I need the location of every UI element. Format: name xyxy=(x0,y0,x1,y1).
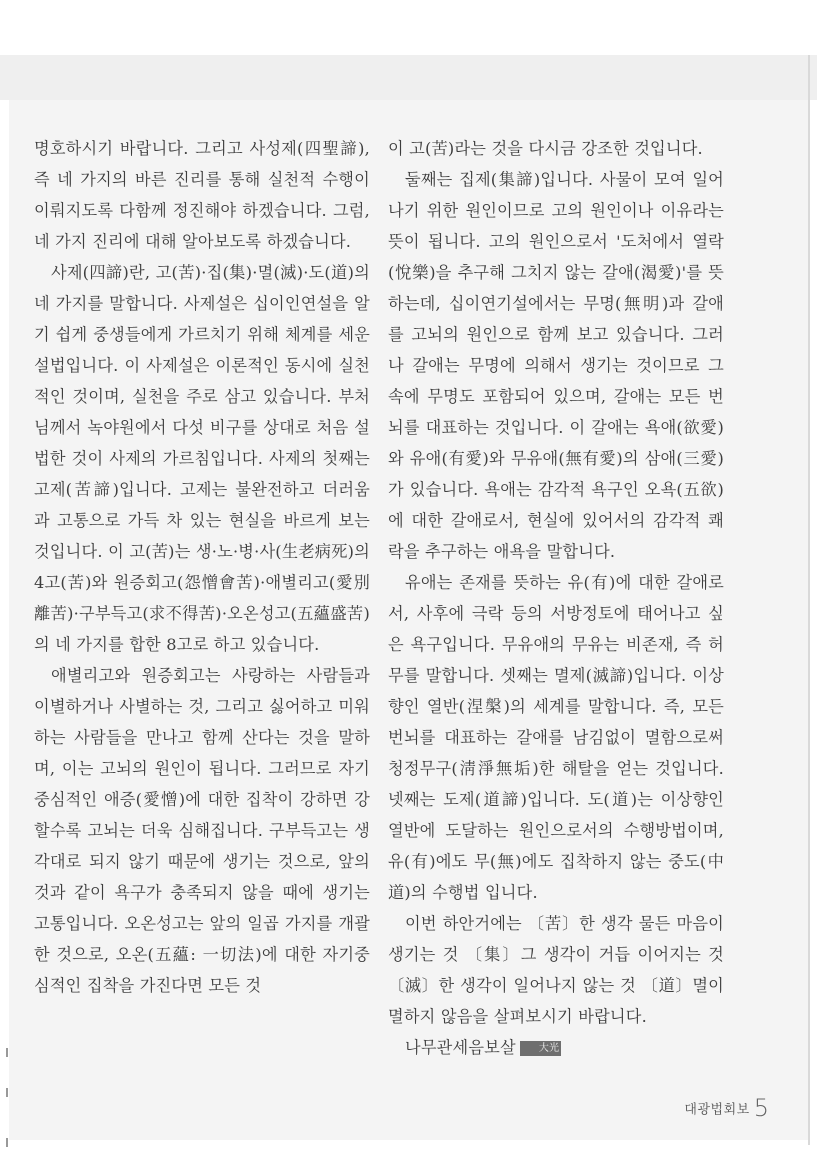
page-edge xyxy=(808,55,810,1145)
right-column xyxy=(388,133,724,1063)
page-number: 5 xyxy=(753,1094,769,1122)
paragraph-4: 이 고(苦)라는 것을 다시금 강조한 것입니다. xyxy=(388,139,703,158)
closing-line xyxy=(388,1032,724,1063)
top-band xyxy=(0,55,817,100)
left-column xyxy=(34,133,370,1001)
edge-mark xyxy=(6,1048,8,1057)
paragraph-2: 사제(四諦)란, 고(苦)·집(集)·멸(滅)·도(道)의 네 가지를 말합니다. 사제설은 십이인연설을 알기 쉽게 중생들에게 가르치기 위해 체계를 세운 설법입니다. 이 사제설은 이론적인 동시에 실천적인 것이며, 실천을 주로 삼고 있습니다. 부처님께서 녹야원에서 다섯 비구를 상대로 처음 설법한 것이 사제의 가르침입니다. 사제의 첫째는 고제(苦諦)입니다. 고제는 불완전하고 더러움과 고통으로 가득 차 있는 현실을 바르게 보는 것입니다. 이 고(苦)는 생·노·병·사(生老病死)의 4고(苦)와 원증회고(怨憎會苦)·애별리고(愛別離苦)·구부득고(求不得苦)·오온성고(五蘊盛苦)의 네 가지를 합한 8고로 하고 있습니다. xyxy=(34,263,370,654)
author-seal: 大光 xyxy=(520,1041,561,1056)
paragraph-3: 애별리고와 원증회고는 사랑하는 사람들과 이별하거나 사별하는 것, 그리고 싫어하고 미워하는 사람들을 만나고 함께 산다는 것을 말하며, 이는 고뇌의 원인이 됩니다. 그러므로 자기중심적인 애증(愛憎)에 대한 집착이 강하면 강할수록 고뇌는 더욱 심해집니다. 구부득고는 생각대로 되지 않기 때문에 생기는 것으로, 앞의 것과 같이 욕구가 충족되지 않을 때에 생기는 고통입니다. 오온성고는 앞의 일곱 가지를 개괄한 것으로, 오온(五蘊: 一切法)에 대한 자기중심적인 집착을 가진다면 모든 것 xyxy=(34,666,370,995)
paragraph-7: 이번 하안거에는 〔苦〕한 생각 물든 마음이 생기는 것 〔集〕그 생각이 거듭 이어지는 것 〔滅〕한 생각이 일어나지 않는 것 〔道〕멸이 멸하지 않음을 살펴보시기 바랍니다. xyxy=(388,914,724,1026)
paragraph-5: 둘째는 집제(集諦)입니다. 사물이 모여 일어나기 위한 원인이므로 고의 원인이나 이유라는 뜻이 됩니다. 고의 원인으로서 '도처에서 열락(悅樂)을 추구해 그치지 않는 갈애(渴愛)'를 뜻하는데, 십이연기설에서는 무명(無明)과 갈애를 고뇌의 원인으로 함께 보고 있습니다. 그러나 갈애는 무명에 의해서 생기는 것이므로 그 속에 무명도 포함되어 있으며, 갈애는 모든 번뇌를 대표하는 것입니다. 이 갈애는 욕애(欲愛)와 유애(有愛)와 무유애(無有愛)의 삼애(三愛)가 있습니다. 욕애는 감각적 욕구인 오욕(五欲)에 대한 갈애로서, 현실에 있어서의 감각적 쾌락을 추구하는 애욕을 말합니다. xyxy=(388,170,724,561)
paragraph-6: 유애는 존재를 뜻하는 유(有)에 대한 갈애로서, 사후에 극락 등의 서방정토에 태어나고 싶은 욕구입니다. 무유애의 무유는 비존재, 즉 허무를 말합니다. 셋째는 멸제(滅諦)입니다. 이상향인 열반(涅槃)의 세계를 말합니다. 즉, 모든 번뇌를 대표하는 갈애를 남김없이 멸함으로써 청정무구(淸淨無垢)한 해탈을 얻는 것입니다. 넷째는 도제(道諦)입니다. 도(道)는 이상향인 열반에 도달하는 원인으로서의 수행방법이며, 유(有)에도 무(無)에도 집착하지 않는 중도(中道)의 수행법 입니다. xyxy=(388,573,724,902)
edge-mark xyxy=(6,1138,8,1147)
closing-text: 나무관세음보살 xyxy=(405,1038,516,1057)
paragraph-1: 명호하시기 바랍니다. 그리고 사성제(四聖諦), 즉 네 가지의 바른 진리를 통해 실천적 수행이 이뤄지도록 다함께 정진해야 하겠습니다. 그럼, 네 가지 진리에 대해 알아보도록 하겠습니다. xyxy=(34,139,370,251)
publication-name: 대광법회보 xyxy=(684,1102,750,1118)
page-footer xyxy=(684,1094,769,1122)
edge-mark xyxy=(6,1088,8,1097)
